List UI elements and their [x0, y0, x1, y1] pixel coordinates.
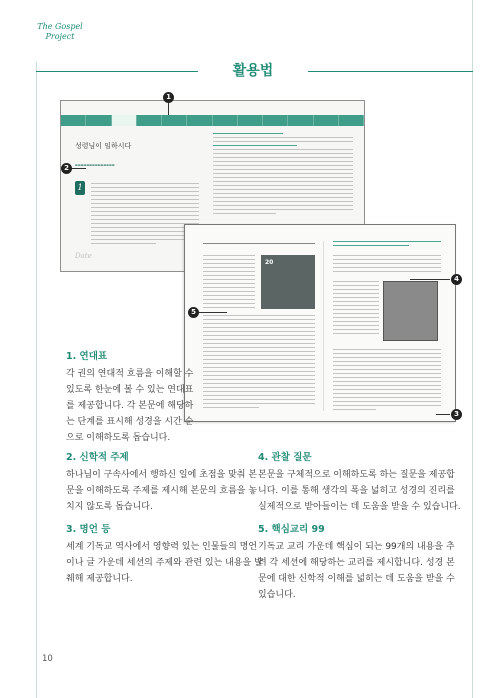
section-2-body	[66, 467, 266, 515]
marker-line-1	[168, 103, 169, 115]
right-rule	[472, 0, 473, 698]
title-row	[36, 62, 473, 80]
sample-left-page	[75, 131, 200, 266]
section-5-body	[258, 539, 470, 603]
marker-1: 1	[163, 92, 174, 103]
sample-text-lines	[333, 349, 441, 413]
title-line-left	[36, 71, 198, 72]
sample-heading: 성령님이 임하시다	[75, 142, 132, 150]
page-divider	[323, 241, 324, 411]
timeline-cell	[86, 115, 111, 126]
section-3-body	[66, 539, 266, 587]
timeline-cell	[162, 115, 187, 126]
section-1-line: 를 제공합니다. 각 본문에 해당하	[66, 401, 194, 411]
section-2-title: 2. 신학적 주제	[66, 452, 129, 463]
marker-5: 5	[188, 307, 199, 318]
timeline-cell	[187, 115, 212, 126]
brand-line2: Project	[45, 32, 75, 41]
section-4-title: 4. 관찰 질문	[258, 452, 312, 463]
session-number: 1	[75, 181, 85, 195]
section-1-line: 으로 이해하도록 돕습니다.	[66, 433, 171, 443]
section-3-line: 이나 글 가운데 세션의 주제와 관련 있는 내용을 발	[66, 558, 263, 568]
marker-line-3	[436, 414, 450, 415]
quote-lines	[333, 281, 379, 337]
section-2-line: 치지 않도록 돕습니다.	[66, 502, 153, 512]
section-1-line: 각 권의 연대적 흐름을 이해할 수	[66, 369, 194, 379]
left-rule	[36, 62, 37, 698]
theme-line: ▬▬▬▬▬▬▬▬▬▬▬▬▬▬	[75, 163, 115, 167]
marker-line-5	[199, 312, 227, 313]
timeline-cell	[61, 115, 86, 126]
section-4-line: 실제적으로 받아들이는 데 도움을 받을 수 있습니다.	[258, 502, 461, 512]
timeline-cell	[213, 115, 238, 126]
marker-line-2	[72, 168, 86, 169]
section-2-line: 하나님이 구속사에서 행하신 일에 초점을 맞춰 본	[66, 470, 258, 480]
title-line-right	[308, 71, 473, 72]
sample-title-line	[203, 243, 315, 247]
timeline-cell	[314, 115, 339, 126]
page-title: 활용법	[232, 63, 274, 79]
marker-line-4	[410, 279, 450, 280]
timeline-cell	[288, 115, 313, 126]
section-5-line: 려 각 세션에 해당하는 교리를 제시합니다. 성경 본	[258, 558, 455, 568]
section-5-line: 기독교 교리 가운데 핵심이 되는 99개의 내용을 추	[258, 542, 455, 552]
brand-line1: The Gospel	[37, 22, 83, 31]
sample-text-lines	[213, 133, 353, 217]
marker-2: 2	[61, 163, 72, 174]
timeline-cell	[238, 115, 263, 126]
section-1-body	[66, 366, 226, 446]
section-3-title: 3. 명언 등	[66, 524, 111, 535]
sample-text-lines	[91, 183, 199, 247]
section-4-line: 본문을 구체적으로 이해하도록 하는 질문을 제공합	[258, 470, 455, 480]
section-1-title: 1. 연대표	[66, 351, 108, 362]
section-5-line: 있습니다.	[258, 590, 296, 600]
section-3-line: 세계 기독교 역사에서 영향력 있는 인물들의 명언	[66, 542, 258, 552]
section-1-line: 있도록 한눈에 볼 수 있는 연대표	[66, 385, 194, 395]
brand-logo	[30, 22, 90, 42]
page-number: 10	[42, 654, 53, 664]
section-1-line: 는 단계를 표시해 성경을 시간 순	[66, 417, 194, 427]
timeline-band	[61, 115, 364, 126]
sample-text-lines	[333, 255, 441, 275]
section-2-line: 문을 이해하도록 주제를 제시해 본문의 흐름을 놓	[66, 486, 258, 496]
section-4-body	[258, 467, 470, 515]
marker-4: 4	[451, 274, 462, 285]
marker-3: 3	[451, 409, 462, 420]
timeline-cell	[137, 115, 162, 126]
section-4-line: 니다. 이를 통해 생각의 폭을 넓히고 성경의 진리를	[258, 486, 455, 496]
section-5-line: 문에 대한 신학적 이해를 넓히는 데 도움을 받을 수	[258, 574, 455, 584]
timeline-cell	[263, 115, 288, 126]
date-mark: Date	[75, 252, 92, 260]
doctrine-box	[261, 255, 315, 309]
sample-text-lines	[203, 255, 255, 311]
timeline-cell-active	[112, 115, 137, 126]
section-3-line: 췌해 제공합니다.	[66, 574, 133, 584]
question-lines	[333, 241, 441, 249]
section-5-title: 5. 핵심교리 99	[258, 524, 325, 535]
timeline-cell	[339, 115, 364, 126]
historic-photo	[383, 281, 438, 341]
doctrine-number: 20	[265, 259, 274, 266]
